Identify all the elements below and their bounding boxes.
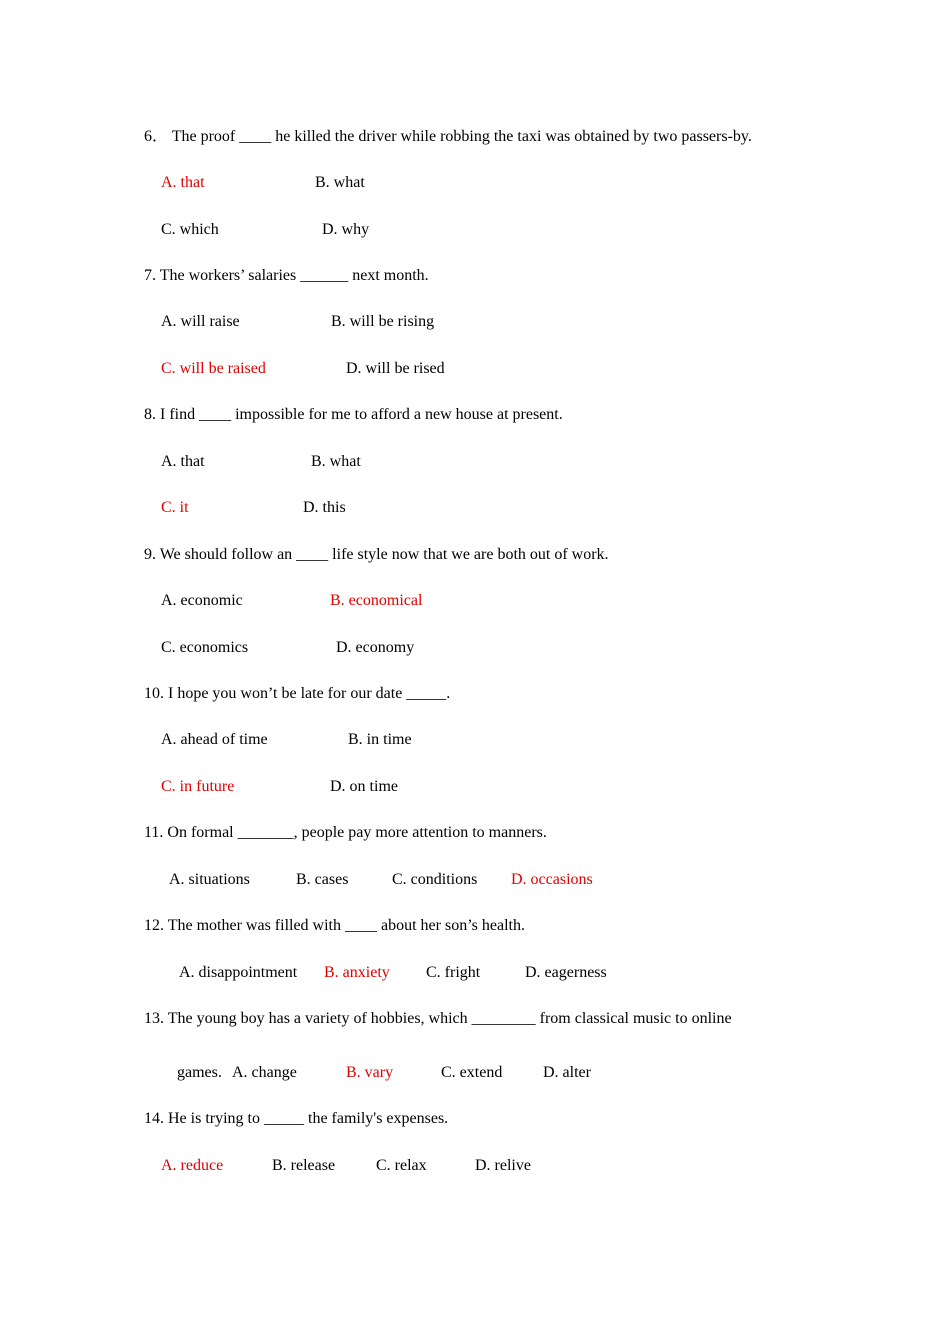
question-12-stem: 12. The mother was filled with ____ about her son’s health. (144, 917, 525, 934)
question-12-option-a: A. disappointment (179, 964, 298, 981)
question-11-option-d: D. occasions (511, 871, 593, 888)
question-10-option-d: D. on time (330, 778, 398, 795)
question-9-option-b: B. economical (330, 592, 423, 609)
question-9-option-d: D. economy (336, 639, 415, 656)
question-14-stem: 14. He is trying to _____ the family's expenses. (144, 1110, 449, 1127)
question-13-option-a: A. change (232, 1064, 297, 1081)
question-8-option-a: A. that (161, 453, 205, 470)
question-8-option-c: C. it (161, 499, 189, 516)
question-7-option-d: D. will be rised (346, 360, 445, 377)
question-13-option-d: D. alter (543, 1064, 591, 1081)
question-6-option-b: B. what (315, 174, 365, 191)
question-10-option-c: C. in future (161, 778, 235, 795)
question-6-stem: 6． The proof ____ he killed the driver while robbing the taxi was obtained by two passers-by. (144, 128, 752, 145)
question-11-stem: 11. On formal _______, people pay more attention to manners. (144, 824, 547, 841)
question-14-option-d: D. relive (475, 1157, 531, 1174)
question-7-stem: 7. The workers’ salaries ______ next month. (144, 267, 429, 284)
question-11-option-a: A. situations (169, 871, 250, 888)
question-6-option-c: C. which (161, 221, 219, 238)
question-12-option-d: D. eagerness (525, 964, 607, 981)
question-14-option-b: B. release (272, 1157, 336, 1174)
question-13-option-c: C. extend (441, 1064, 503, 1081)
question-14-option-c: C. relax (376, 1157, 427, 1174)
question-13-stem: 13. The young boy has a variety of hobbies, which ________ from classical music to online (144, 1010, 732, 1027)
question-7-option-a: A. will raise (161, 313, 240, 330)
question-10-option-b: B. in time (348, 731, 412, 748)
question-9-option-c: C. economics (161, 639, 249, 656)
question-12-option-b: B. anxiety (324, 964, 390, 981)
question-6-option-a: A. that (161, 174, 205, 191)
question-8-option-d: D. this (303, 499, 346, 516)
question-11-option-b: B. cases (296, 871, 349, 888)
question-12-option-c: C. fright (426, 964, 481, 981)
question-13-option-b: B. vary (346, 1064, 394, 1081)
question-13-stem-continuation: games. (177, 1064, 222, 1081)
question-11-option-c: C. conditions (392, 871, 478, 888)
question-9-option-a: A. economic (161, 592, 243, 609)
question-6-option-d: D. why (322, 221, 370, 238)
question-8-option-b: B. what (311, 453, 361, 470)
question-14-option-a: A. reduce (161, 1157, 224, 1174)
question-7-option-c: C. will be raised (161, 360, 266, 377)
question-10-stem: 10. I hope you won’t be late for our date _____. (144, 685, 451, 702)
question-10-option-a: A. ahead of time (161, 731, 268, 748)
question-9-stem: 9. We should follow an ____ life style now that we are both out of work. (144, 546, 609, 563)
question-7-option-b: B. will be rising (331, 313, 435, 330)
question-8-stem: 8. I find ____ impossible for me to afford a new house at present. (144, 406, 563, 423)
